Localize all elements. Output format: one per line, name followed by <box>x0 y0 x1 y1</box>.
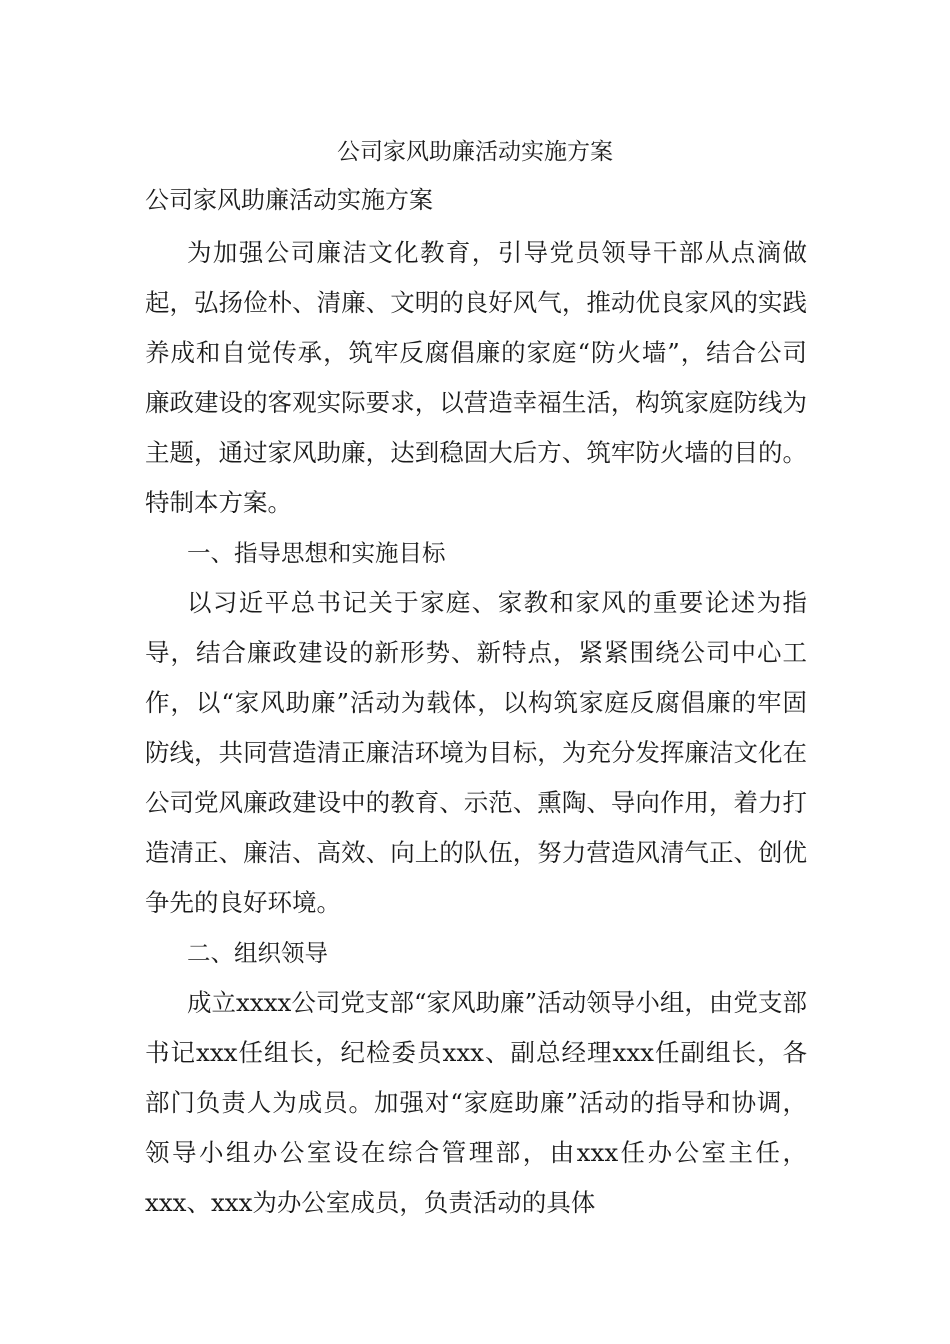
document-subtitle: 公司家风助廉活动实施方案 <box>145 186 433 214</box>
paragraph-guiding-ideology: 以习近平总书记关于家庭、家教和家风的重要论述为指导，结合廉政建设的新形势、新特点，紧紧围绕公司中心工作，以“家风助廉”活动为载体，以构筑家庭反腐倡廉的牢固防线，共同营造清正廉洁环境为目标，为充分发挥廉洁文化在公司党风廉政建设中的教育、示范、熏陶、导向作用，着力打造清正、廉洁、高效、向上的队伍，努力营造风清气正、创优争先的良好环境。 <box>145 588 807 917</box>
document-title: 公司家风助廉活动实施方案 <box>337 139 613 165</box>
section-heading-guiding-ideology: 一、指导思想和实施目标 <box>187 539 446 567</box>
paragraph-intro: 为加强公司廉洁文化教育，引导党员领导干部从点滴做起，弘扬俭朴、清廉、文明的良好风气，推动优良家风的实践养成和自觉传承，筑牢反腐倡廉的家庭“防火墙”，结合公司廉政建设的客观实际要求，以营造幸福生活，构筑家庭防线为主题，通过家风助廉，达到稳固大后方、筑牢防火墙的目的。特制本方案。 <box>145 238 807 517</box>
section-heading-organization: 二、组织领导 <box>187 939 328 967</box>
paragraph-organization: 成立xxxx公司党支部“家风助廉”活动领导小组，由党支部书记xxx任组长，纪检委员xxx、副总经理xxx任副组长，各部门负责人为成员。加强对“家庭助廉”活动的指导和协调，领导小组办公室设在综合管理部，由xxx任办公室主任，xxx、xxx为办公室成员，负责活动的具体 <box>145 988 807 1217</box>
document-body <box>145 228 807 1228</box>
